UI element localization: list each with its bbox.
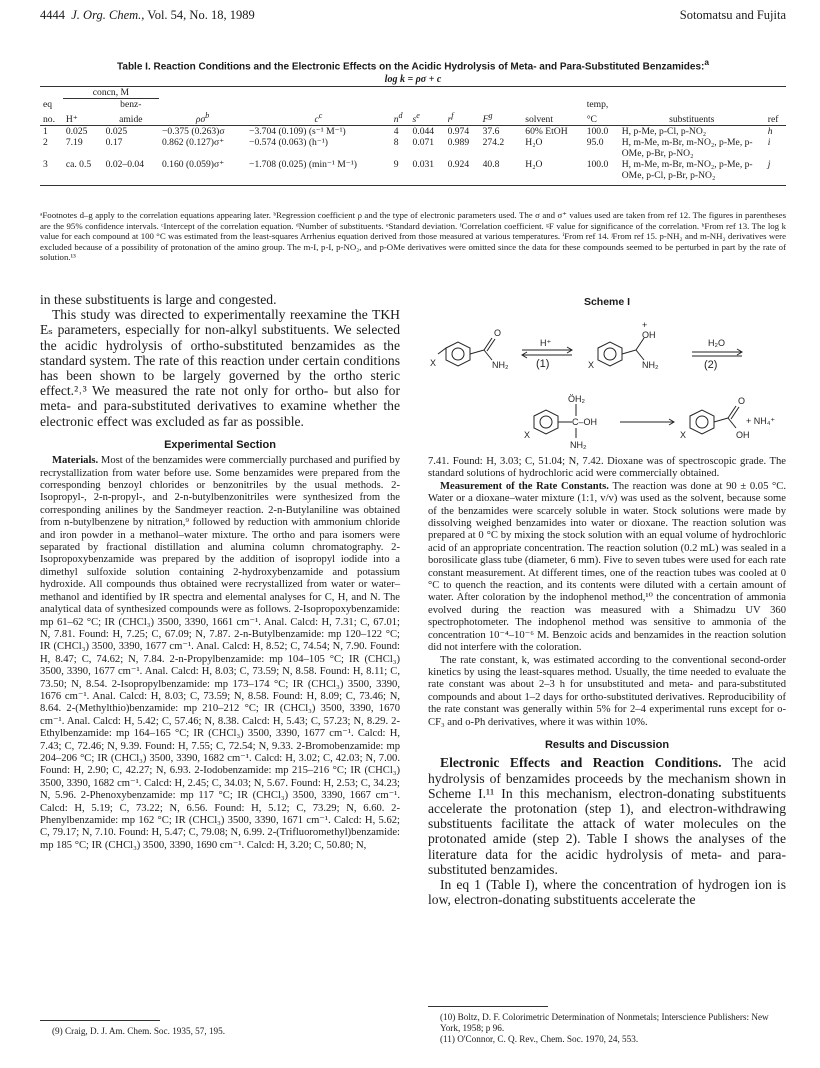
footnote-11: (11) O'Connor, C. Q. Rev., Chem. Soc. 1970, 24, 553.: [440, 1034, 639, 1044]
cell-no: 2: [43, 137, 48, 149]
cell-s: 0.044: [412, 126, 435, 138]
scheme-title: Scheme I: [583, 296, 631, 308]
scheme-plus-1: +: [642, 320, 648, 330]
table-1: [40, 86, 786, 186]
cell-rho: −0.375 (0.263)σ: [161, 126, 225, 138]
col-h: H⁺: [63, 110, 103, 126]
col-s: s: [412, 114, 417, 126]
cell-F: 274.2: [482, 137, 505, 149]
cell-benz: 0.17: [105, 137, 123, 149]
scheme-h-plus: H⁺: [540, 338, 552, 348]
materials-paragraph: [40, 455, 400, 852]
scheme-oh-1: OH: [642, 330, 656, 340]
col-rho: ρσ: [195, 114, 206, 126]
scheme-x-4: X: [680, 430, 687, 440]
footnote-9: (9) Craig, D. J. Am. Chem. Soc. 1935, 57, 195.: [52, 1026, 226, 1036]
electronic-text: The acid hydrolysis of benzamides proceeds by the mechanism shown in Scheme I.¹¹ In this mechanism, electron-donating substituents accelerate the protonation (step 1), and electron-withdrawing substituents facilitate the attack of water molecules on the protonated amide (step 2). Table I shows the analyses of the literature data for the acidic hydrolysis of meta- and para-substituted benzamides.: [428, 755, 786, 877]
scheme-c-oh: C–OH: [572, 417, 598, 427]
scheme-oh2: ÖH₂: [568, 394, 585, 404]
col-rho-sup: b: [205, 111, 210, 120]
rate-paragraph-2: The rate constant, k, was estimated according to the conventional second-order kinetics by using the least-squares method. Usually, the time needed to evaluate the rate constant was about 2–3 h for unsubstituted and meta- and para-substituted compounds and about 1–2 days for ortho-substituted derivatives. Reproducibility of the rate constant was generally within 5% for 2–4 experimental runs except for o-CF₃ and o-Ph derivatives, where it was within 10%.: [428, 654, 786, 728]
col-c: c: [314, 114, 319, 126]
running-header: [40, 8, 786, 28]
scheme-x-3: X: [524, 430, 531, 440]
col-benz-2: amide: [103, 110, 159, 126]
table-title: Table I. Reaction Conditions and the Electronic Effects on the Acidic Hydrolysis of Meta- and Para-Substituted Benzamides:: [117, 61, 705, 73]
scheme-x-2: X: [588, 360, 595, 370]
table-row: [40, 137, 786, 159]
cell-F: 37.6: [482, 126, 500, 138]
rate-paragraph-1: [428, 481, 786, 655]
cell-s: 0.071: [412, 137, 435, 149]
caption-footnote-mark: a: [704, 57, 709, 67]
electronic-heading: Electronic Effects and Reaction Conditions.: [440, 755, 722, 771]
cell-rho: 0.160 (0.059)σ⁺: [159, 159, 246, 186]
scheme-oh-4: OH: [736, 430, 750, 440]
cell-substituents: H, p-Me, p-Cl, p-NO₂: [621, 126, 707, 138]
cell-c: −0.574 (0.063) (h⁻¹): [249, 137, 328, 149]
cell-benz: 0.02–0.04: [103, 159, 159, 186]
table-row: [40, 159, 786, 186]
scheme-step-1: (1): [536, 358, 550, 370]
cell-h: ca. 0.5: [63, 159, 103, 186]
scheme-1-diagram: [428, 310, 786, 452]
header-authors: Sotomatsu and Fujita: [679, 8, 786, 22]
cell-benz: 0.025: [105, 126, 128, 138]
cell-ref: j: [765, 159, 786, 186]
cell-r: 0.924: [445, 159, 480, 186]
cell-substituents: H, m-Me, m-Br, m-NO₂, p-Me, p-OMe, p-Cl, p-Br, p-NO₂: [619, 159, 765, 186]
col-no: no.: [40, 110, 63, 126]
cell-h: 7.19: [65, 137, 83, 149]
scheme-h2o: H₂O: [708, 338, 725, 348]
footnote-10: (10) Boltz, D. F. Colorimetric Determination of Nonmetals; Interscience Publishers: New York, 1958; p 96.: [440, 1012, 769, 1033]
cell-n: 4: [393, 126, 399, 138]
col-F-sup: g: [488, 111, 493, 120]
cell-s: 0.031: [410, 159, 445, 186]
section-heading-results: Results and Discussion: [544, 738, 670, 751]
col-s-sup: e: [416, 111, 420, 120]
eq1-paragraph: In eq 1 (Table I), where the concentration of hydrogen ion is low, electron-donating substituents accelerate the: [428, 876, 786, 908]
table-caption: [40, 56, 786, 86]
col-n-sup: d: [398, 111, 403, 120]
cell-no: 1: [43, 126, 48, 138]
cell-temp: 95.0: [586, 137, 604, 149]
col-r-sup: f: [451, 111, 454, 120]
cell-r: 0.974: [447, 126, 470, 138]
cell-solvent: H₂O: [522, 159, 583, 186]
scheme-nh4: + NH₄⁺: [746, 416, 776, 426]
header-left: [40, 8, 255, 23]
col-c-sup: c: [318, 111, 323, 120]
cell-n: 9: [391, 159, 410, 186]
scheme-nh2-2: NH₂: [642, 360, 659, 370]
cell-c: −3.704 (0.109) (s⁻¹ M⁻¹): [249, 126, 346, 138]
scheme-step-2: (2): [704, 359, 718, 371]
scheme-nh2-3: NH₂: [570, 440, 587, 450]
scheme-o-1: O: [494, 328, 502, 338]
cell-n: 8: [393, 137, 399, 149]
cell-h: 0.025: [65, 126, 88, 138]
cell-temp: 100.0: [584, 159, 619, 186]
col-r: r: [447, 114, 452, 126]
left-column: [40, 292, 400, 852]
cell-substituents: H, m-Me, m-Br, m-NO₂, p-Me, p-OMe, p-Br, p-NO₂: [621, 137, 753, 160]
cell-solvent: 60% EtOH: [525, 126, 568, 138]
table-row: [40, 126, 786, 138]
volume-issue: Vol. 54, No. 18, 1989: [147, 8, 255, 22]
materials-continuation: 7.41. Found: H, 3.03; C, 51.04; N, 7.42. Dioxane was of spectroscopic grade. The standard solutions of hydrochloric acid were commercially obtained.: [428, 456, 786, 480]
right-column: [428, 456, 786, 907]
col-n: n: [393, 114, 399, 126]
cell-ref: i: [767, 137, 771, 149]
col-F: F: [482, 114, 489, 126]
scheme-nh2-1: NH₂: [492, 360, 509, 370]
rate-heading: Measurement of the Rate Constants.: [440, 480, 609, 492]
col-substituents: substituents: [619, 110, 765, 126]
footnote-rule-right: [428, 1006, 548, 1007]
col-temp-2: °C: [584, 110, 619, 126]
cell-solvent: H₂O: [525, 137, 543, 149]
materials-text: Most of the benzamides were commercially purchased and purified by recrystallization from water before use. Some benzamides were prepared from the corresponding benzoyl chlorides or benzonitriles by the usual methods. 2-Isopropyl-, 2-n-propyl-, and 2-n-butylbenzonitriles were synthesized from the corresponding anilines by the Sandmeyer reaction. 2-n-Butylaniline was obtained from n-butylbenzene by nitration,⁹ followed by reduction with ammonium chloride and iron powder in a methanol–water mixture. The ortho and para isomers were separated by fractional distillation and alumina column chromatography. 2-Isopropoxybenzamide was prepared by the addition of isopropyl iodide into a dimethyl sulfoxide solution containing 2-hydroxybenzamide and potassium hydroxide. All compounds thus obtained were recrystallized from water or water–methanol and identified by IR spectra and elemental analyses for C, H, and N. The analytical data of synthesized compounds were as follows. 2-Isopropoxybenzamide: mp 61–62 °C; IR (CHCl₃) 3500, 3390, 1661 cm⁻¹. Anal. Calcd: H, 7.31; C, 67.01; N, 7.81. Found: H, 7.25; C, 67.09; N, 7.87. 2-n-Butylbenzamide: mp 120–122 °C; IR (CHCl₃) 3500, 3390, 1677 cm⁻¹. Anal. Calcd: H, 8.52; C, 74.54; N, 7.90. Found: H, 8.47; C, 74.62; N, 7.84. 2-n-Propylbenzamide: mp 104–105 °C; IR (CHCl₃) 3500, 3390, 1677 cm⁻¹. Anal. Calcd: H, 8.03; C, 73.59; N, 8.58. Found: H, 8.11; C, 73.50; N, 8.54. 2-Isopropylbenzamide: mp 173–174 °C; IR (CHCl₃) 3500, 3390, 1676 cm⁻¹. Anal. Calcd: H, 8.03; C, 73.59; N, 8.58. Found: H, 8.09; C, 73.46; N, 8.64. 2-(Methylthio)benzamide: mp 210–212 °C; IR (CHCl₃) 3500, 3390, 1670 cm⁻¹. Anal. Calcd: H, 5.42; C, 57.46; N, 8.38. Calcd: H, 5.43; C, 57.23; N, 8.29. 2-Ethylbenzamide: mp 164–165 °C; IR (CHCl₃) 3500, 3390, 1677 cm⁻¹. Calcd: H, 7.43; C, 72.46; N, 9.39. Found: H, 7.55; C, 72.54; N, 9.33. 2-Bromobenzamide: mp 204–206 °C; IR (CHCl₃) 3500, 3390, 1682 cm⁻¹. Calcd: H, 3.02; C, 42.03; N, 7.00. Found: H, 2.90; C, 42.27; N, 6.93. 2-Iodobenzamide: mp 215–216 °C; IR (CHCl₃) 3500, 3390, 1682 cm⁻¹. Calcd: H, 2.45; C, 34.03; N, 5.67. Found: H, 2.53; C, 34.23; N, 5.96. 2-Phenoxybenzamide: mp 117 °C; IR (CHCl₃) 3500, 3390, 1667 cm⁻¹. Calcd: H, 5.19; C, 73.22; N, 6.56. Found: H, 5.12; C, 73.29; N, 6.60. 2-Phenylbenzamide: mp 162 °C; IR (CHCl₃) 3500, 3390, 1671 cm⁻¹. Calcd: H, 5.62; C, 79.17; N, 7.10. Found: H, 5.47; C, 79.08; N, 6.99. 2-(Trifluoromethyl)benzamide: mp 185 °C; IR (CHCl₃) 3500, 3390, 1690 cm⁻¹. Calcd: H, 3.20; C, 50.80; N,: [40, 455, 400, 851]
page-number: 4444: [40, 8, 65, 22]
intro-paragraph: This study was directed to experimentally reexamine the TKH Eₛ parameters, especially for non-alkyl substituents. We selected the acidic hydrolysis of ortho-substituted benzamides as the standard system. The rate of this reaction under certain conditions has been shown to be largely governed by the ortho steric effect.²˒³ We measured the rate not only for ortho- but also for meta- and para-substituted derivatives to examine whether the electronic effect was excluded as far as possible.: [40, 307, 400, 429]
rate-text-1: The reaction was done at 90 ± 0.05 °C. Water or a dioxane–water mixture (1:1, v/v) was used as the solvent, because some of the benzamides were scarcely soluble in water. Stock solutions were made by dissolving weighed benzamides into water or dioxane. The reaction solution was prepared at 0 °C by mixing the stock solution with an equal volume of hydrochloric acid of an appropriate concentration. The reaction solution (0.2 mL) was sealed in a borosilicate glass tube (diameter, 6 mm). Five to seven tubes were used for each rate constant measurement. At different times, one of the reaction tubes was cooled at 0 °C to quench the reaction, and its contents were diluted with a certain amount of water. After coloration by the indophenol method,¹⁰ the concentration of ammonia evolved during the reaction was measured with a Shimadzu UV 360 spectrophotometer. The indophenol method was sensitive to ammonia of the concentration 10⁻⁴–10⁻⁶ M. Benzoic acids and benzamides in the reaction solution did not interfere with the coloration.: [428, 480, 786, 654]
col-solvent: solvent: [522, 110, 583, 126]
concn-header: concn, M: [63, 87, 159, 99]
cell-c: −1.708 (0.025) (min⁻¹ M⁻¹): [246, 159, 391, 186]
cell-F: 40.8: [480, 159, 515, 186]
materials-heading: Materials.: [52, 455, 99, 467]
col-benz-1: benz-: [120, 99, 142, 110]
table-footnotes: ᵃFootnotes d–g apply to the correlation equations appearing later. ᵇRegression coefficient ρ and the type of electronic parameters used. The σ and σ⁺ values used are taken from ref 12. The figures in parentheses are the 95% confidence intervals. ᶜIntercept of the correlation equation. ᵈNumber of substituents. ᵉStandard deviation. ᶠCorrelation coefficient. ᵍF value for significance of the correlation. ʰFrom ref 13. The log k value for each compound at 100 °C was estimated from the least-squares Arrhenius equation derived from those measured at various temperatures. ⁱFrom ref 14. ʲFrom ref 15. p-NH₂ and m-NH₂ derivatives were excluded because of a possibility of protonation of the amino group. The m-I, p-I, p-NO₂, and p-OMe derivatives were omitted since the data for these compounds seemed to be perturbed in part by the rate of solution.¹³: [40, 210, 786, 263]
intro-continuation: in these substituents is large and congested.: [40, 292, 277, 307]
col-eq: eq: [43, 99, 53, 110]
cell-rho: 0.862 (0.127)σ⁺: [161, 137, 225, 149]
cell-r: 0.989: [447, 137, 470, 149]
cell-temp: 100.0: [586, 126, 609, 138]
footnote-rule-left: [40, 1020, 160, 1021]
scheme-o-4: O: [738, 396, 746, 406]
col-ref: ref: [765, 110, 786, 126]
section-heading-experimental: Experimental Section: [164, 438, 276, 451]
cell-ref: h: [767, 126, 773, 138]
col-temp-1: temp,: [586, 99, 609, 110]
cell-no: 3: [40, 159, 63, 186]
scheme-x-1: X: [430, 358, 437, 368]
table-equation: log k = ρσ + c: [384, 74, 442, 86]
electronic-paragraph: [428, 755, 786, 877]
journal-name: J. Org. Chem.,: [71, 8, 145, 22]
